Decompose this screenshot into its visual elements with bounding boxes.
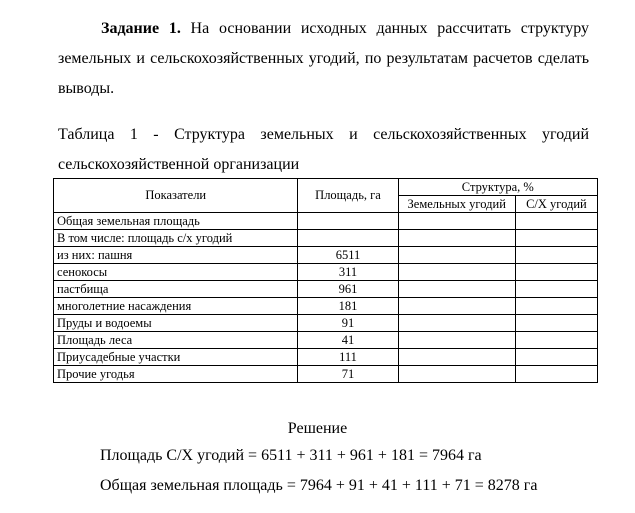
task-statement xyxy=(58,14,589,104)
row-share-land xyxy=(398,281,515,298)
row-share-agri xyxy=(515,349,597,366)
row-share-agri xyxy=(515,264,597,281)
table-row xyxy=(54,264,598,281)
header-indicator: Показатели xyxy=(54,179,298,213)
row-area xyxy=(298,213,398,230)
table-caption: Таблица 1 - Структура земельных и сельскохозяйственных угодий сельскохозяйственной организации xyxy=(58,126,589,173)
row-name: сенокосы xyxy=(54,264,298,281)
row-name: Площадь леса xyxy=(54,332,298,349)
table-row xyxy=(54,247,598,264)
row-name: из них: пашня xyxy=(54,247,298,264)
row-name: многолетние насаждения xyxy=(54,298,298,315)
row-share-agri xyxy=(515,332,597,349)
table-row xyxy=(54,213,598,230)
row-share-land xyxy=(398,315,515,332)
table-row xyxy=(54,315,598,332)
row-share-land xyxy=(398,366,515,383)
row-share-land xyxy=(398,349,515,366)
task-paragraph xyxy=(58,14,589,104)
table-row xyxy=(54,298,598,315)
solution-title: Решение xyxy=(287,420,348,437)
header-structure: Структура, % xyxy=(398,179,597,196)
task-text: На основании исходных данных рассчитать структуру земельных и сельскохозяйственных угодий, по результатам расчетов сделать выводы. xyxy=(58,20,589,97)
row-share-agri xyxy=(515,366,597,383)
header-area: Площадь, га xyxy=(298,179,398,213)
total-area-formula: Общая земельная площадь = 7964 + 91 + 41 + 111 + 71 = 8278 га xyxy=(100,477,538,494)
row-share-land xyxy=(398,332,515,349)
row-area: 961 xyxy=(298,281,398,298)
row-name: Прочие угодья xyxy=(54,366,298,383)
row-share-land xyxy=(398,264,515,281)
row-name: Приусадебные участки xyxy=(54,349,298,366)
row-share-agri xyxy=(515,315,597,332)
agri-area-formula: Площадь С/Х угодий = 6511 + 311 + 961 + 181 = 7964 га xyxy=(100,447,482,464)
table-row xyxy=(54,230,598,247)
row-name: В том числе: площадь с/х угодий xyxy=(54,230,298,247)
row-share-land xyxy=(398,230,515,247)
header-agri: С/Х угодий xyxy=(515,196,597,213)
row-share-land xyxy=(398,213,515,230)
row-share-land xyxy=(398,247,515,264)
table-row xyxy=(54,281,598,298)
row-name: Пруды и водоемы xyxy=(54,315,298,332)
header-land: Земельных угодий xyxy=(398,196,515,213)
row-area: 111 xyxy=(298,349,398,366)
row-name: пастбища xyxy=(54,281,298,298)
row-share-agri xyxy=(515,247,597,264)
table-header-row xyxy=(54,179,598,196)
table-row xyxy=(54,366,598,383)
row-area: 6511 xyxy=(298,247,398,264)
row-area: 91 xyxy=(298,315,398,332)
row-share-agri xyxy=(515,298,597,315)
row-name: Общая земельная площадь xyxy=(54,213,298,230)
row-share-agri xyxy=(515,281,597,298)
row-share-agri xyxy=(515,230,597,247)
task-label: Задание 1. xyxy=(101,20,181,37)
row-area xyxy=(298,230,398,247)
land-structure-table xyxy=(53,178,598,383)
row-share-land xyxy=(398,298,515,315)
table-row xyxy=(54,349,598,366)
row-area: 181 xyxy=(298,298,398,315)
row-share-agri xyxy=(515,213,597,230)
table-row xyxy=(54,332,598,349)
row-area: 311 xyxy=(298,264,398,281)
row-area: 41 xyxy=(298,332,398,349)
row-area: 71 xyxy=(298,366,398,383)
